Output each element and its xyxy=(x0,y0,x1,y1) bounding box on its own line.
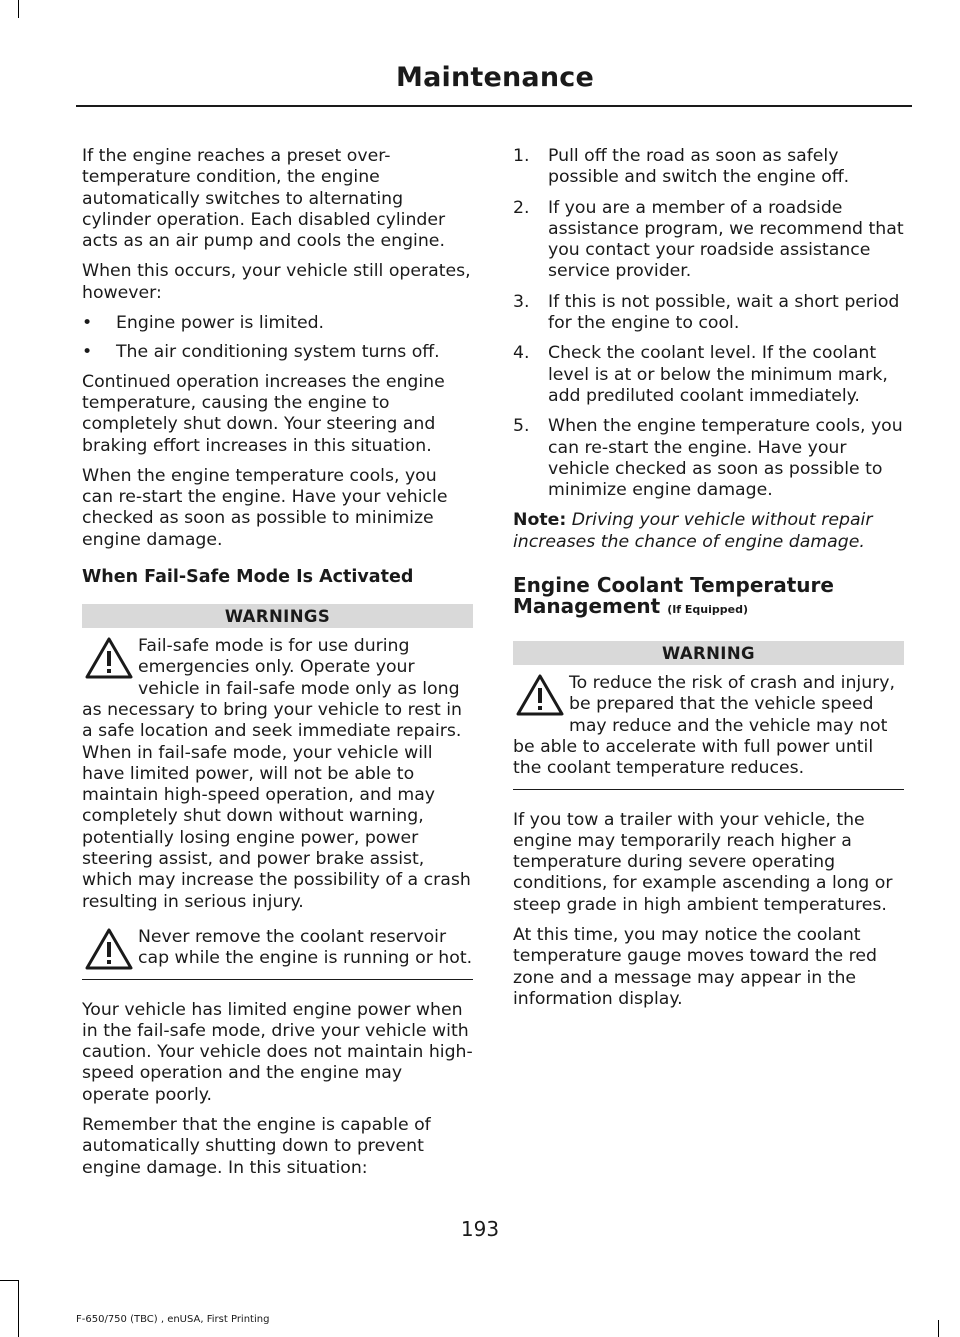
if-equipped-label: (If Equipped) xyxy=(667,603,749,617)
paragraph: At this time, you may notice the coolant temperature gauge moves toward the red zone and a message may appear in the information display. xyxy=(513,925,878,1009)
numbered-step: 3. If this is not possible, wait a short period for the engine to cool. xyxy=(513,291,900,334)
footer-text: F-650/750 (TBC) , enUSA, First Printing xyxy=(76,1314,270,1325)
warning-text: Never remove the coolant reservoir cap while the engine is running or hot. xyxy=(82,927,473,970)
warning-triangle-icon xyxy=(84,927,134,971)
left-column xyxy=(82,146,473,1188)
header-rule xyxy=(76,105,912,107)
warning-text: Fail-safe mode is for use during emergencies only. Operate your vehicle in fail-safe mode only as long as necessary to bring your vehicle to rest in a safe location and seek immediate repairs. When in fail-safe mode, your vehicle will have limited power, will not be able to maintain high-speed operation, and may completely shut down without warning, potentially losing engine power, power steering assist, and power brake assist, which may increase the possibility of a crash resulting in serious injury. xyxy=(82,636,471,912)
crop-mark-bottom-left-h xyxy=(0,1280,18,1281)
subheading: When Fail-Safe Mode Is Activated xyxy=(82,567,414,588)
numbered-step: 5. When the engine temperature cools, you can re-start the engine. Have your vehicle checked as soon as possible to minimize engine damage. xyxy=(513,416,903,501)
warning-triangle-icon xyxy=(515,673,565,717)
paragraph: Remember that the engine is capable of automatically shutting down to prevent engine damage. In this situation: xyxy=(82,1114,431,1178)
note-text: Driving your vehicle without repair increases the chance of engine damage. xyxy=(513,510,873,552)
section-heading: Engine Coolant Temperature Management (If Equipped) xyxy=(513,573,834,619)
paragraph: Continued operation increases the engine temperature, causing the engine to completely shut down. Your steering and braking effort increases in this situation. xyxy=(82,371,445,456)
warnings-header: WARNINGS xyxy=(82,604,473,628)
paragraph: If the engine reaches a preset over-temperature condition, the engine automatically switches to alternating cylinder operation. Each disabled cylinder acts as an air pump and cools the engine. xyxy=(82,146,446,252)
bullet-item: • Engine power is limited. xyxy=(82,313,325,334)
bullet-glyph: • xyxy=(82,342,93,363)
page-title: Maintenance xyxy=(396,62,594,93)
bullet-glyph: • xyxy=(82,313,93,334)
page-number: 193 xyxy=(460,1217,500,1241)
warning-text: To reduce the risk of crash and injury, be prepared that the vehicle speed may reduce and the vehicle may not be able to accelerate with full power until the coolant temperature reduces. xyxy=(513,673,895,779)
numbered-step: 1. Pull off the road as soon as safely possible and switch the engine off. xyxy=(513,146,850,188)
crop-mark-top-left-v xyxy=(18,0,19,18)
paragraph: Your vehicle has limited engine power when in the fail-safe mode, drive your vehicle with caution. Your vehicle does not maintain high-speed operation and the engine may operate poorly. xyxy=(82,999,473,1105)
note xyxy=(513,510,904,553)
paragraph: When this occurs, your vehicle still operates, however: xyxy=(82,261,471,303)
right-column xyxy=(513,146,904,1019)
paragraph: If you tow a trailer with your vehicle, the engine may temporarily reach higher a temperature during severe operating conditions, for example ascending a long or steep grade in high ambient temperatures. xyxy=(513,809,893,915)
warning-end-rule xyxy=(82,979,473,980)
warning-end-rule xyxy=(513,789,904,790)
numbered-step: 4. Check the coolant level. If the coolant level is at or below the minimum mark, add prediluted coolant immediately. xyxy=(513,343,888,406)
paragraph: When the engine temperature cools, you can re-start the engine. Have your vehicle checked as soon as possible to minimize engine damage. xyxy=(82,465,448,550)
crop-mark-bottom-right-v xyxy=(938,1320,939,1337)
warning-triangle-icon xyxy=(84,636,134,680)
warning-header: WARNING xyxy=(513,641,904,665)
numbered-step: 2. If you are a member of a roadside assistance program, we recommend that you contact your roadside assistance service provider. xyxy=(513,197,904,282)
bullet-item: • The air conditioning system turns off. xyxy=(82,342,440,363)
note-label: Note: xyxy=(513,510,567,531)
crop-mark-bottom-left-v xyxy=(18,1280,19,1337)
